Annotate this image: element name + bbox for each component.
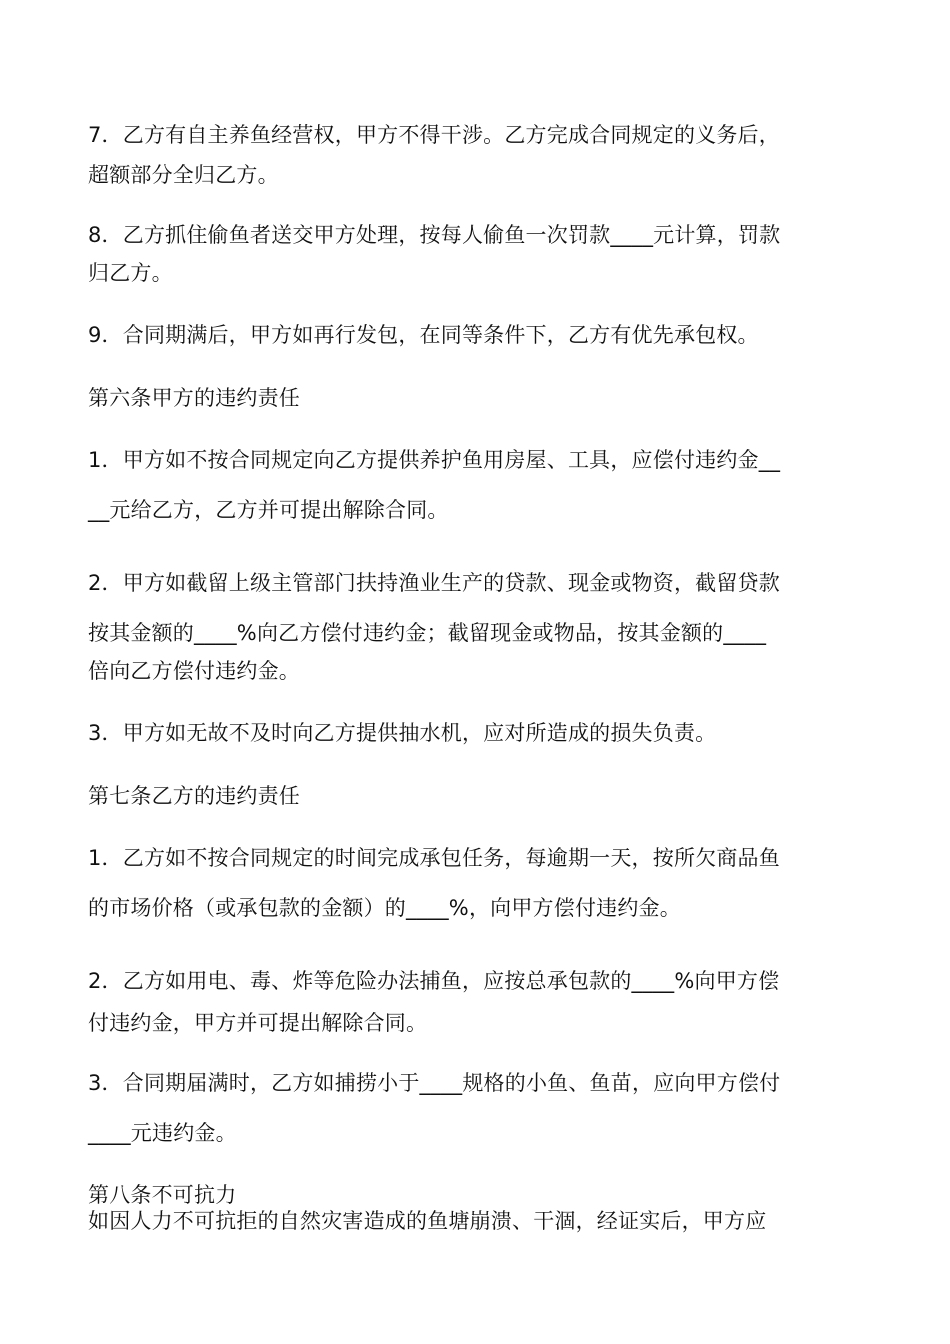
article-7-item-1-line-2: 的市场价格（或承包款的金额）的____%，向甲方偿付违约金。 (88, 896, 681, 920)
article-8-line-1: 如因人力不可抗拒的自然灾害造成的鱼塘崩溃、干涸，经证实后，甲方应 (88, 1209, 767, 1233)
article-7-item-3-line-1: 3．合同期届满时，乙方如捕捞小于____规格的小鱼、鱼苗，应向甲方偿付 (88, 1071, 781, 1095)
article-6-item-1-line-1: 1．甲方如不按合同规定向乙方提供养护鱼用房屋、工具，应偿付违约金__ (88, 448, 781, 472)
section-heading-article-6: 第六条甲方的违约责任 (88, 386, 300, 410)
clause-8-line-1: 8．乙方抓住偷鱼者送交甲方处理，按每人偷鱼一次罚款____元计算，罚款 (88, 223, 781, 247)
article-7-item-2-line-1: 2．乙方如用电、毒、炸等危险办法捕鱼，应按总承包款的____%向甲方偿 (88, 969, 780, 993)
clause-9-line-1: 9．合同期满后，甲方如再行发包，在同等条件下，乙方有优先承包权。 (88, 323, 759, 347)
article-7-item-2-line-2: 付违约金，甲方并可提出解除合同。 (88, 1011, 428, 1035)
section-heading-article-7: 第七条乙方的违约责任 (88, 784, 300, 808)
clause-7-line-1: 7．乙方有自主养鱼经营权，甲方不得干涉。乙方完成合同规定的义务后， (88, 123, 780, 147)
article-6-item-2-line-2: 按其金额的____%向乙方偿付违约金；截留现金或物品，按其金额的____ (88, 621, 767, 645)
article-6-item-3-line-1: 3．甲方如无故不及时向乙方提供抽水机，应对所造成的损失负责。 (88, 721, 717, 745)
article-7-item-1-line-1: 1．乙方如不按合同规定的时间完成承包任务，每逾期一天，按所欠商品鱼 (88, 846, 780, 870)
article-6-item-2-line-1: 2．甲方如截留上级主管部门扶持渔业生产的贷款、现金或物资，截留贷款 (88, 571, 780, 595)
article-7-item-3-line-2: ____元违约金。 (88, 1121, 237, 1145)
clause-7-line-2: 超额部分全归乙方。 (88, 163, 279, 187)
clause-8-line-2: 归乙方。 (88, 261, 173, 285)
article-6-item-2-line-3: 倍向乙方偿付违约金。 (88, 659, 300, 683)
section-heading-article-8: 第八条不可抗力 (88, 1183, 237, 1207)
article-6-item-1-line-2: __元给乙方，乙方并可提出解除合同。 (88, 498, 449, 522)
